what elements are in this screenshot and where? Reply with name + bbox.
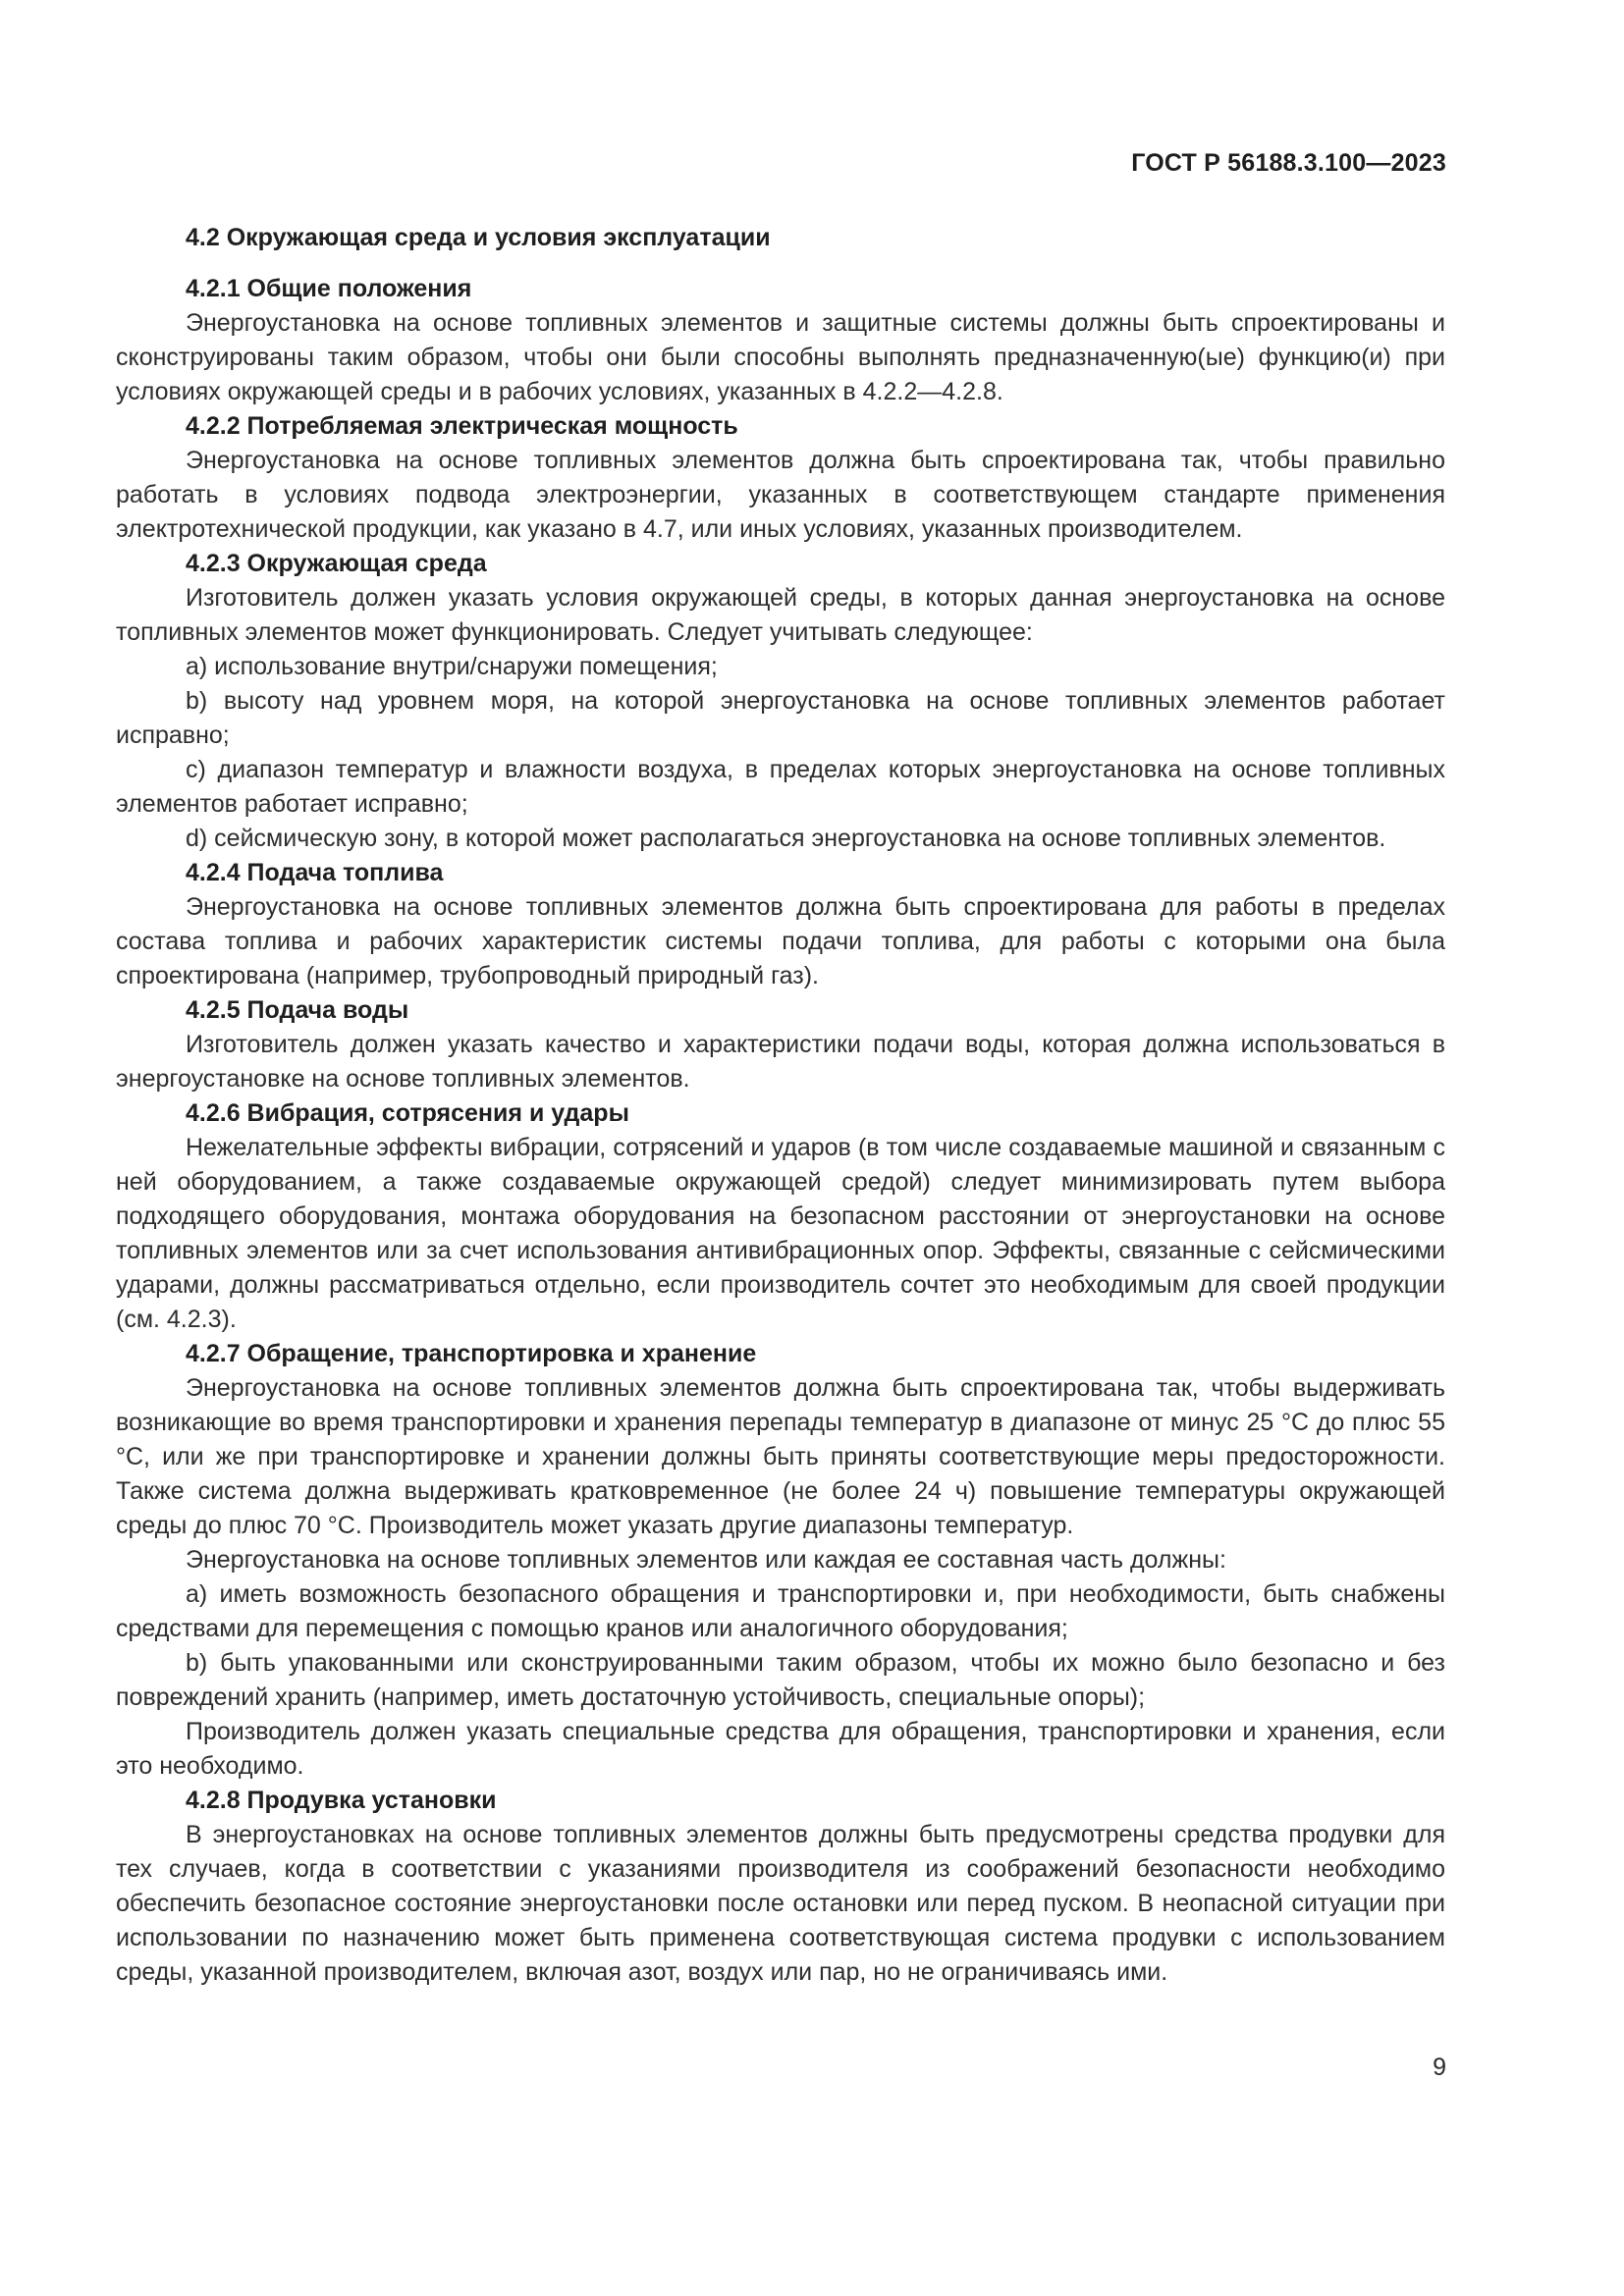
paragraph-4-2-4: Энергоустановка на основе топливных элементов должна быть спроектирована для работы в пределах состава топлива и рабочих характеристик системы подачи топлива, для работы с которыми она была спроектирована (например, трубопроводный природный газ). <box>116 893 1445 989</box>
page-number: 9 <box>1433 2054 1446 2081</box>
list-item-4-2-7-a: a) иметь возможность безопасного обращения и транспортировки и, при необходимости, быть снабжены средствами для перемещения с помощью кранов или аналогичного оборудования; <box>116 1580 1445 1642</box>
paragraph-4-2-2: Энергоустановка на основе топливных элементов должна быть спроектирована так, чтобы правильно работать в условиях подвода электроэнергии, указанных в соответствующем стандарте применения электротехнической продукции, как указано в 4.7, или иных условиях, указанных производителем. <box>116 447 1445 543</box>
list-item-4-2-3-a: a) использование внутри/снаружи помещения; <box>186 653 718 680</box>
section-heading-4-2: 4.2 Окружающая среда и условия эксплуатации <box>186 224 771 251</box>
list-item-4-2-7-b: b) быть упакованными или сконструированными таким образом, чтобы их можно было безопасно и без повреждений хранить (например, иметь достаточную устойчивость, специальные опоры); <box>116 1649 1445 1711</box>
paragraph-4-2-3: Изготовитель должен указать условия окружающей среды, в которых данная энергоустановка на основе топливных элементов может функционировать. Следует учитывать следующее: <box>116 584 1445 646</box>
subsection-heading-4-2-3: 4.2.3 Окружающая среда <box>186 550 487 577</box>
paragraph-4-2-6: Нежелательные эффекты вибрации, сотрясений и ударов (в том числе создаваемые машиной и связанным с ней оборудованием, а также создаваемые окружающей средой) следует минимизировать путем выбора подходящего оборудования, монтажа оборудования на безопасном расстоянии от энергоустановки на основе топливных элементов или за счет использования антивибрационных опор. Эффекты, связанные с сейсмическими ударами, должны рассматриваться отдельно, если производитель сочтет это необходимым для своей продукции (см. 4.2.3). <box>116 1134 1445 1333</box>
subsection-heading-4-2-8: 4.2.8 Продувка установки <box>186 1787 497 1814</box>
paragraph-4-2-8: В энергоустановках на основе топливных элементов должны быть предусмотрены средства продувки для тех случаев, когда в соответствии с указаниями производителя из соображений безопасности необходимо обеспечить безопасное состояние энергоустановки после остановки или перед пуском. В неопасной ситуации при использовании по назначению может быть применена соответствующая система продувки с использованием среды, указанной производителем, включая азот, воздух или пар, но не ограничиваясь ими. <box>116 1821 1445 1986</box>
subsection-heading-4-2-1: 4.2.1 Общие положения <box>186 275 472 302</box>
subsection-heading-4-2-5: 4.2.5 Подача воды <box>186 996 409 1024</box>
subsection-heading-4-2-7: 4.2.7 Обращение, транспортировка и хранение <box>186 1340 757 1367</box>
list-item-4-2-3-d: d) сейсмическую зону, в которой может располагаться энергоустановка на основе топливных элементов. <box>186 825 1386 852</box>
list-item-4-2-3-c: c) диапазон температур и влажности воздуха, в пределах которых энергоустановка на основе топливных элементов работает исправно; <box>116 756 1445 818</box>
paragraph-4-2-7-1: Энергоустановка на основе топливных элементов должна быть спроектирована так, чтобы выдерживать возникающие во время транспортировки и хранения перепады температур в диапазоне от минус 25 °C до плюс 55 °C, или же при транспортировке и хранении должны быть приняты соответствующие меры предосторожности. Также система должна выдерживать кратковременное (не более 24 ч) повышение температуры окружающей среды до плюс 70 °C. Производитель может указать другие диапазоны температур. <box>116 1374 1445 1539</box>
paragraph-4-2-7-2: Энергоустановка на основе топливных элементов или каждая ее составная часть должны: <box>186 1546 1226 1574</box>
list-item-4-2-3-b: b) высоту над уровнем моря, на которой энергоустановка на основе топливных элементов работает исправно; <box>116 687 1445 749</box>
paragraph-4-2-1: Энергоустановка на основе топливных элементов и защитные системы должны быть спроектированы и сконструированы таким образом, чтобы они были способны выполнять предназначенную(ые) функцию(и) при условиях окружающей среды и в рабочих условиях, указанных в 4.2.2—4.2.8. <box>116 309 1445 405</box>
paragraph-4-2-5: Изготовитель должен указать качество и характеристики подачи воды, которая должна использоваться в энергоустановке на основе топливных элементов. <box>116 1031 1445 1093</box>
paragraph-4-2-7-3: Производитель должен указать специальные средства для обращения, транспортировки и хранения, если это необходимо. <box>116 1718 1445 1780</box>
document-body <box>116 221 1445 1990</box>
subsection-heading-4-2-2: 4.2.2 Потребляемая электрическая мощность <box>186 412 738 440</box>
standard-designation: ГОСТ Р 56188.3.100—2023 <box>1131 149 1446 177</box>
subsection-heading-4-2-6: 4.2.6 Вибрация, сотрясения и удары <box>186 1099 629 1127</box>
subsection-heading-4-2-4: 4.2.4 Подача топлива <box>186 859 444 886</box>
